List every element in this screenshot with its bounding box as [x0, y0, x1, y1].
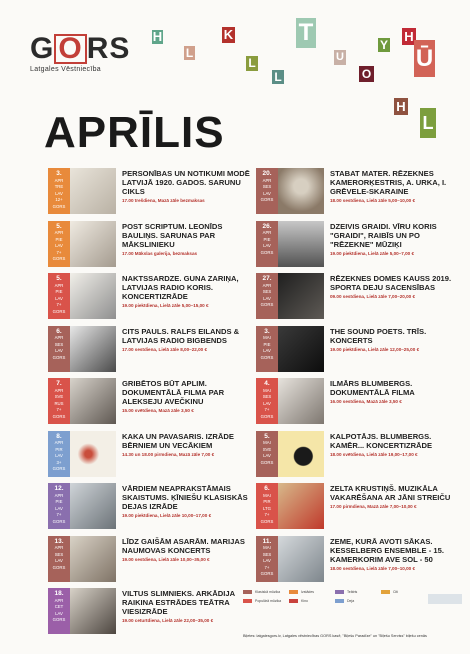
event-day: 7. — [56, 380, 62, 387]
event-age: 7+ — [56, 249, 62, 255]
event-day: 11. — [262, 537, 272, 545]
event-month: APR — [54, 335, 64, 340]
event-language: LAV — [55, 505, 63, 511]
event-language: LAV — [55, 348, 63, 353]
event-card[interactable] — [256, 483, 456, 529]
event-month: APR — [54, 177, 64, 183]
event-venue: GORS — [52, 564, 66, 570]
event-date-badge — [256, 378, 278, 424]
event-date-badge — [48, 273, 70, 319]
event-date-badge — [256, 168, 278, 214]
event-date-badge — [48, 431, 70, 477]
event-month: APR — [54, 387, 64, 393]
event-month: APR — [54, 597, 64, 603]
event-date-badge — [256, 431, 278, 477]
legend-label: Deja — [347, 599, 355, 603]
event-day: 18. — [54, 590, 64, 597]
event-day: 6. — [264, 485, 270, 492]
event-meta: 18.00 sestdiena, Lielā zāle 5,00–10,00 € — [330, 198, 416, 203]
event-card[interactable] — [48, 378, 248, 424]
event-month: APR — [54, 545, 64, 550]
event-venue: GORS — [52, 203, 66, 209]
event-title: DZEIVIS GRAIDI. VĪRU KORIS "GRAIDI", RAIBĪS UN PO "RĒZEKNE" MŪZIĶI — [330, 221, 437, 249]
event-language: LTG — [262, 505, 272, 511]
event-title: NAKTSSARDZE. GUNA ZARIŅA, LATVIJAS RADIO KORIS. KONCERTIZRĀDE — [122, 274, 239, 301]
event-meta: 09.00 sestdiena, Lielā zāle 7,00–20,00 € — [330, 294, 416, 299]
event-card[interactable] — [256, 273, 456, 319]
event-meta: 19.00 sestdiena, Lielā zāle 10,00–35,00 € — [122, 556, 210, 562]
event-photo — [278, 378, 324, 424]
event-title: CITS PAULS. RALFS EILANDS & LATVIJAS RADIO BIGBENDS — [122, 326, 240, 345]
event-venue: GORS — [260, 413, 274, 419]
logo-wordmark: G O RS — [30, 32, 131, 65]
event-title: VĀRDIEM NEAPRAKSTĀMAIS SKAISTUMS. ĶĪNIEŠU KLASISKĀS DEJAS IZRĀDE — [122, 484, 248, 511]
event-month: APR — [54, 440, 64, 445]
legend-item — [243, 599, 281, 603]
event-weekday: CET — [54, 604, 64, 609]
legend-item — [335, 590, 357, 594]
event-language: LAV — [263, 348, 271, 353]
event-title: KAKA UN PAVASARIS. IZRĀDE BĒRNIEM UN VECĀKIEM — [122, 431, 234, 450]
event-month: MAI — [263, 492, 271, 498]
event-title: ZEME, KURĀ AVOTI SĀKAS. KESSELBERG ENSEMBLE - 15. KAMERKORIM AVE SOL - 50 — [330, 536, 444, 564]
event-venue: GORS — [260, 249, 274, 255]
letter-tile: H — [152, 29, 163, 44]
legend-item — [289, 590, 314, 594]
event-language: LAV — [263, 243, 271, 248]
event-weekday: PIR — [55, 446, 63, 452]
letter-tile: H — [394, 98, 408, 115]
letter-tile: Ū — [414, 40, 435, 77]
event-meta: 19.00 piektdiena, Lielā zāle 12,00–25,00 € — [330, 346, 420, 352]
ticket-info: Biļetes: latgalesgors.lv, Latgales vēstniecības GORS kasē, "Biļešu Paradīze" un "Biļešu Serviss" biļešu cenās — [243, 634, 427, 638]
event-age: 7+ — [264, 564, 270, 570]
legend-item — [289, 599, 308, 603]
event-photo — [278, 431, 324, 477]
legend-swatch — [335, 599, 344, 603]
event-meta: 17.00 trešdiena, Mazā zāle bezmaksas — [122, 198, 205, 203]
event-title: ILMĀRS BLUMBERGS. DOKUMENTĀLĀ FILMA — [330, 379, 415, 397]
letter-tile: L — [272, 70, 284, 84]
event-meta: 15.00 svētdiena, Mazā zāle 3,50 € — [122, 408, 194, 413]
legend-label: Klasiskā mūzika — [255, 590, 281, 594]
event-title: GRIBĒTOS BŪT APLIM. DOKUMENTĀLĀ FILMA PAR ALEKSEJU AVEČKINU — [122, 379, 225, 406]
event-photo — [70, 378, 116, 424]
letter-tile: T — [296, 18, 316, 48]
event-venue: GORS — [52, 354, 66, 360]
event-weekday: SES — [54, 341, 64, 347]
event-month: MAI — [263, 335, 271, 340]
event-weekday: PIE — [263, 236, 271, 242]
event-weekday: SES — [262, 394, 272, 399]
event-title: STABAT MATER. RĒZEKNES KAMERORĶESTRIS, A. URKA, I. GRĒVELE-SKARAINE — [330, 169, 447, 196]
event-language: RUS — [54, 400, 64, 406]
event-card[interactable] — [48, 588, 248, 634]
legend-swatch — [381, 590, 390, 594]
event-day: 3. — [56, 170, 62, 177]
event-venue: GORS — [52, 308, 66, 314]
event-date-badge — [48, 483, 70, 529]
event-month: MAI — [263, 545, 271, 550]
event-photo — [70, 483, 116, 529]
event-photo — [278, 483, 324, 529]
event-language: LAV — [263, 295, 271, 301]
legend-swatch — [243, 599, 252, 603]
event-day: 20. — [262, 170, 272, 177]
event-day: 3. — [264, 327, 270, 335]
event-venue: GORS — [260, 354, 274, 360]
event-month: MAI — [263, 440, 271, 445]
event-photo — [70, 431, 116, 477]
event-card[interactable] — [256, 168, 456, 214]
event-language: LAV — [55, 453, 63, 458]
event-day: 5. — [56, 222, 62, 230]
letter-tile: L — [185, 46, 194, 60]
event-age: 3+ — [56, 459, 62, 465]
event-age: 7+ — [264, 512, 270, 517]
event-day: 4. — [264, 380, 270, 387]
event-weekday: PIE — [55, 289, 63, 294]
event-weekday: SES — [262, 551, 272, 557]
event-language: LAV — [55, 295, 63, 301]
event-venue: GORS — [260, 197, 274, 202]
event-month: APR — [262, 230, 272, 235]
event-card[interactable] — [256, 536, 456, 582]
event-photo — [70, 168, 116, 214]
legend-item — [381, 590, 398, 594]
event-weekday: PIE — [55, 499, 63, 504]
event-month: MAI — [263, 387, 271, 393]
event-title: PERSONĪBAS UN NOTIKUMI MODĒ LATVIJĀ 1920. GADOS. SARUNU CIKLS — [122, 169, 250, 196]
event-date-badge — [48, 588, 70, 634]
event-photo — [278, 221, 324, 267]
letter-tile: L — [246, 56, 258, 71]
legend-item — [335, 599, 354, 603]
event-weekday: SES — [54, 551, 64, 557]
event-card[interactable] — [48, 326, 248, 372]
event-date-badge — [256, 483, 278, 529]
event-venue: GORS — [52, 617, 66, 622]
event-date-badge — [48, 221, 70, 267]
event-language: LAV — [55, 558, 63, 563]
partner-logo — [428, 594, 462, 604]
legend-item — [243, 590, 280, 594]
letter-tile: U — [334, 50, 346, 65]
event-day: 12. — [54, 485, 64, 492]
event-meta: 18.00 svētdiena, Lielā zāle 19,00–17,00 € — [330, 451, 418, 457]
event-photo — [70, 588, 116, 634]
letter-tile: O — [359, 66, 374, 82]
letter-tile: L — [420, 108, 436, 138]
event-age: 7+ — [264, 407, 270, 412]
event-language: LAV — [263, 400, 271, 406]
letter-tile: H — [402, 28, 416, 45]
event-photo — [70, 536, 116, 582]
event-day: 13. — [54, 537, 64, 545]
event-date-badge — [48, 326, 70, 372]
event-venue: GORS — [260, 518, 274, 524]
event-weekday: SVE — [54, 394, 64, 399]
event-weekday: PIE — [55, 236, 63, 242]
event-photo — [278, 168, 324, 214]
event-title: POST SCRIPTUM. LEONĪDS BAULIŅS. SARUNAS PAR MĀKSLINIEKU — [122, 221, 223, 249]
event-title: THE SOUND POETS. TRĪS. KONCERTS — [330, 326, 427, 345]
event-card[interactable] — [48, 536, 248, 582]
event-age: 7+ — [56, 512, 62, 517]
event-meta: 17.00 Mākslas galerija, bezmaksas — [122, 250, 198, 256]
event-date-badge — [256, 536, 278, 582]
event-meta: 17.00 pirmdiena, Mazā zāle 7,00–10,00 € — [330, 504, 417, 509]
event-meta: 19.00 piektdiena, Lielā zāle 5,00–15,00 € — [122, 303, 209, 308]
event-month: APR — [54, 492, 64, 498]
event-venue: GORS — [52, 256, 66, 261]
event-day: 5. — [264, 432, 270, 440]
event-language: LAV — [55, 610, 63, 616]
event-meta: 19.00 piektdiena, Lielā zāle 5,00–7,00 € — [330, 250, 415, 256]
event-card[interactable] — [48, 168, 248, 214]
event-venue: GORS — [52, 518, 66, 524]
event-age: 7+ — [56, 407, 62, 412]
legend-label: Teātris — [347, 590, 358, 594]
event-title: LĪDZ GAIŠĀM ASARĀM. MARIJAS NAUMOVAS KONCERTS — [122, 536, 245, 555]
legend-label: Populārā mūzika — [255, 599, 282, 603]
event-weekday: TRE — [54, 184, 64, 189]
event-month: APR — [54, 282, 64, 288]
event-card[interactable] — [256, 326, 456, 372]
event-day: 27. — [262, 275, 272, 282]
event-weekday: SES — [262, 184, 272, 189]
event-photo — [278, 326, 324, 372]
event-date-badge — [48, 536, 70, 582]
event-weekday: SVE — [262, 446, 272, 452]
event-age: 7+ — [56, 302, 62, 307]
event-card[interactable] — [256, 431, 456, 477]
event-weekday: PIE — [263, 341, 271, 347]
legend-swatch — [289, 590, 298, 594]
event-meta: 16.00 sestdiena, Mazā zāle 3,50 € — [330, 399, 402, 404]
event-venue: GORS — [260, 302, 274, 307]
event-date-badge — [256, 221, 278, 267]
letter-tile: K — [223, 27, 234, 42]
event-photo — [70, 221, 116, 267]
event-month: APR — [262, 282, 272, 288]
event-title: ZELTA KRUSTIŅŠ. MUZIKĀLA VAKARĒŠANA AR JĀNI STREIČU — [330, 484, 451, 502]
event-card[interactable] — [48, 431, 248, 477]
event-date-badge — [256, 273, 278, 319]
event-title: RĒZEKNES DOMES KAUSS 2019. SPORTA DEJU SACENSĪBAS — [330, 274, 452, 292]
letter-tile: Y — [379, 38, 388, 52]
event-venue: GORS — [52, 466, 66, 471]
event-meta: 14.30 un 18.00 pirmdiena, Mazā zāle 7,00 € — [122, 451, 215, 457]
event-language: LAV — [55, 243, 63, 248]
event-venue: GORS — [52, 413, 66, 419]
event-day: 5. — [56, 275, 62, 282]
event-language: LAV — [263, 190, 271, 196]
event-month: APR — [54, 230, 64, 235]
event-meta: 18.00 sestdiena, Lielā zāle 7,00–10,00 € — [330, 565, 416, 571]
event-photo — [278, 536, 324, 582]
event-title: KALPOTĀJS. BLUMBERGS. KAMĒR... KONCERTIZRĀDE — [330, 431, 433, 450]
event-weekday: PIR — [263, 499, 271, 504]
legend-swatch — [243, 590, 252, 594]
event-meta: 19.00 piektdiena, Lielā zāle 10,00–17,00 € — [122, 513, 212, 518]
event-card[interactable] — [48, 221, 248, 267]
event-weekday: SES — [262, 289, 272, 294]
event-month: APR — [262, 177, 272, 183]
event-photo — [278, 273, 324, 319]
legend-label: Citi — [393, 590, 399, 594]
event-date-badge — [256, 326, 278, 372]
legend-label: Kino — [301, 599, 309, 603]
event-day: 8. — [56, 432, 62, 440]
event-photo — [70, 273, 116, 319]
event-card[interactable] — [48, 483, 248, 529]
event-card[interactable] — [48, 273, 248, 319]
event-language: LAV — [263, 453, 271, 458]
event-photo — [70, 326, 116, 372]
event-meta: 17.00 sestdiena, Lielā zāle 8,00–22,00 € — [122, 346, 208, 352]
month-title: APRĪLIS — [44, 108, 225, 157]
event-card[interactable] — [256, 378, 456, 424]
event-date-badge — [48, 378, 70, 424]
event-meta: 19.00 ceturtdiena, Lielā zāle 22,00–35,00 € — [122, 618, 214, 623]
legend-label: Izstādes — [301, 590, 315, 594]
event-day: 26. — [262, 222, 272, 230]
event-venue: GORS — [260, 571, 274, 576]
event-language: LAV — [263, 558, 271, 563]
logo-subtitle: Latgales Vēstniecība — [30, 66, 101, 73]
event-date-badge — [48, 168, 70, 214]
gors-logo — [30, 34, 130, 73]
event-venue: GORS — [260, 459, 274, 465]
legend-swatch — [289, 599, 298, 603]
event-age: 12+ — [55, 197, 63, 202]
event-language: LAV — [55, 190, 63, 196]
legend-swatch — [335, 590, 344, 594]
event-title: VILTUS SLIMNIEKS. ARKĀDIJA RAIKINA ESTRĀDES TEĀTRA VIESIZRĀDE — [122, 589, 235, 616]
event-card[interactable] — [256, 221, 456, 267]
event-day: 6. — [56, 327, 62, 335]
